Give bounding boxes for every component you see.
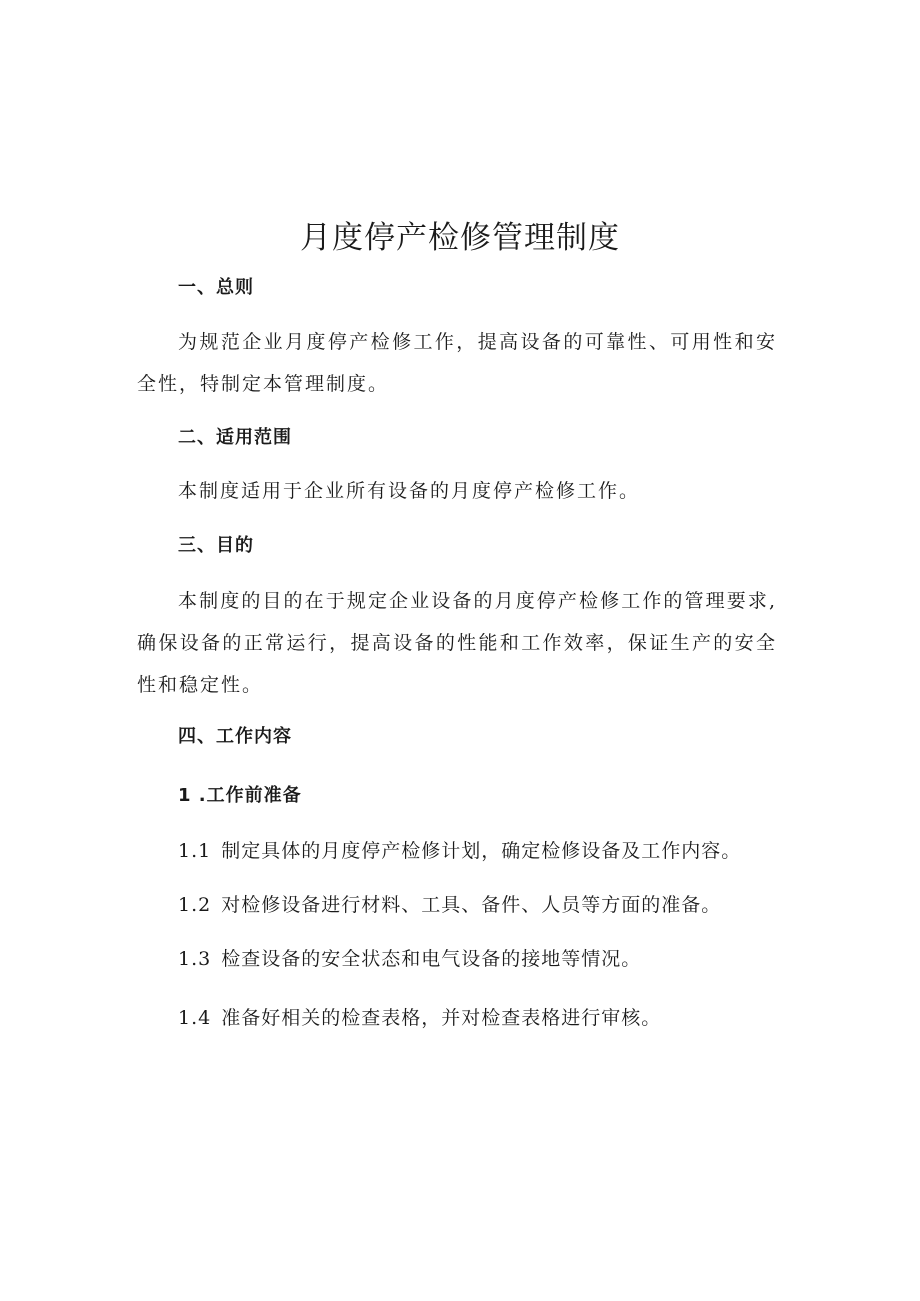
list-item-text: 对检修设备进行材料、工具、备件、人员等方面的准备。 [221,894,722,916]
list-item-text: 准备好相关的检查表格，并对检查表格进行审核。 [221,1007,662,1029]
list-item-number: 1.1 [178,840,212,862]
section-heading-scope: 二、适用范围 [178,427,292,448]
list-item-number: 1.4 [178,1007,212,1029]
list-item-text: 检查设备的安全状态和电气设备的接地等情况。 [221,948,642,970]
section-paragraph-general: 为规范企业月度停产检修工作，提高设备的可靠性、可用性和安全性，特制定本管理制度。 [137,331,777,395]
section-paragraph-purpose: 本制度的目的在于规定企业设备的月度停产检修工作的管理要求,确保设备的正常运行，提高设备的性能和工作效率，保证生产的安全性和稳定性。 [137,590,777,696]
list-item-text: 制定具体的月度停产检修计划，确定检修设备及工作内容。 [221,840,742,862]
list-item-number: 1.3 [178,948,212,970]
section-heading-work-content: 四、工作内容 [178,726,292,747]
list-item [178,1003,661,1033]
section-paragraph-scope: 本制度适用于企业所有设备的月度停产检修工作。 [178,480,641,502]
list-item-number: 1.2 [178,894,212,916]
list-item [178,836,741,866]
document-title: 月度停产检修管理制度 [300,220,620,256]
list-item [178,890,721,920]
section-heading-purpose: 三、目的 [178,535,254,556]
subsection-heading-preparation: 1 .工作前准备 [178,785,302,806]
list-item [178,944,641,974]
section-heading-general: 一、总则 [178,277,254,298]
